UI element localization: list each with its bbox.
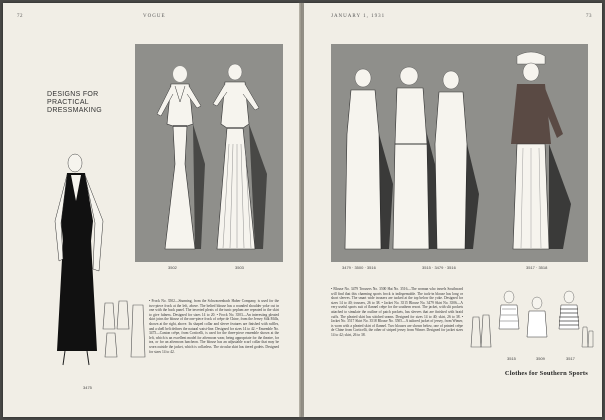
fashion-illustration-left <box>135 44 283 262</box>
right-plate-caption-1: 3479 · 3500 · 3516 <box>342 265 376 270</box>
right-running-head: JANUARY 1, 1931 <box>331 14 386 19</box>
plate-caption-2: 3503 <box>235 265 244 270</box>
title-line-1: DESIGNS FOR <box>47 91 99 98</box>
left-running-head: VOGUE <box>143 14 166 19</box>
small-figure-group <box>469 287 594 359</box>
fashion-illustration-right <box>331 44 588 262</box>
small-caption-1: 3515 <box>507 356 516 361</box>
left-body-text: • Frock No. 3502—Stunning, from the Schwarzenbach Huber Company, is used for the two-piece frock at the left, above. The belted blouse has a rounded shoulder yoke cut in one with the back panel. The inverted pleats of the tunic peplum are repeated in the skirt to give fulness. Designed for sizes 14 to 20. • Frock No. 3503—An interesting pleated skirt joins the blouse of the one-piece frock of crêpe de Chine, from the Jersey Silk Mills, shown at the right, above. Its shaped collar and sleeve features are finished with ruffles, and a shell belt defines the natural waist-line. Designed for sizes 14 to 42. • Ensemble No. 3475—Canton crêpe, from Corticelli, is used for the three-piece ensemble shown at the left, which is an excellent model for afternoon wear, being appropriate for the theatre, for tea, or for an afternoon luncheon. The blouse has an adjustable scarf collar that may be worn outside the jacket, which is collarless. The circular skirt has tiered godets. Designed for sizes 14 to 42. <box>149 299 279 354</box>
right-plate-caption-2: 3515 · 3479 · 3516 <box>422 265 456 270</box>
ensemble-caption: 3475 <box>83 385 92 390</box>
right-page <box>304 3 602 417</box>
fashion-plate-left <box>135 44 283 262</box>
right-folio: 73 <box>586 14 592 19</box>
detail-sketches <box>101 299 147 361</box>
plate-caption-1: 3502 <box>168 265 177 270</box>
small-caption-2: 3509 <box>536 356 545 361</box>
left-folio: 72 <box>17 14 23 19</box>
right-body-text: • Blouse No. 3479 Trousers No. 3500 Hat No. 3516—The woman who travels Southward will find that this charming sports frock is indispensable. The tuck-in blouse has long or short sleeves. The smart wide trousers are tucked at the top below the yoke. Designed for sizes 14 to 40; trousers, 26 to 38. • Jacket No. 3515 Blouse No. 3479 Skirt No. 3506—A very useful sports suit of flannel crêpe for the southern resort. The jacket, with slit pockets attached to simulate the outline of patch pockets, has sleeves that are finished with braid cuffs. The pleated skirt has stitched seams. Designed for sizes 14 to 40; skirt, 26 to 38. • Jacket No. 3517 Skirt No. 3518 Blouse No. 3505—A tailored jacket of jersey, from Wimer, is worn with a pleated skirt of flannel. Two blouses are shown below, one of printed crêpe de Chine from Corticelli, the other of striped jersey from Wimer. Designed for jacket sizes 14 to 42; skirt, 26 to 38. <box>331 287 463 337</box>
title-line-3: DRESSMAKING <box>47 107 103 114</box>
small-caption-3: 3517 <box>566 356 575 361</box>
ensemble-figure <box>45 151 107 371</box>
fashion-plate-right <box>331 44 588 262</box>
section-title <box>47 91 109 115</box>
right-plate-caption-3: 3517 · 3518 <box>526 265 548 270</box>
clothes-for-southern-sports-title: Clothes for Southern Sports <box>504 370 588 377</box>
left-page <box>3 3 299 417</box>
title-line-2: PRACTICAL <box>47 99 89 106</box>
